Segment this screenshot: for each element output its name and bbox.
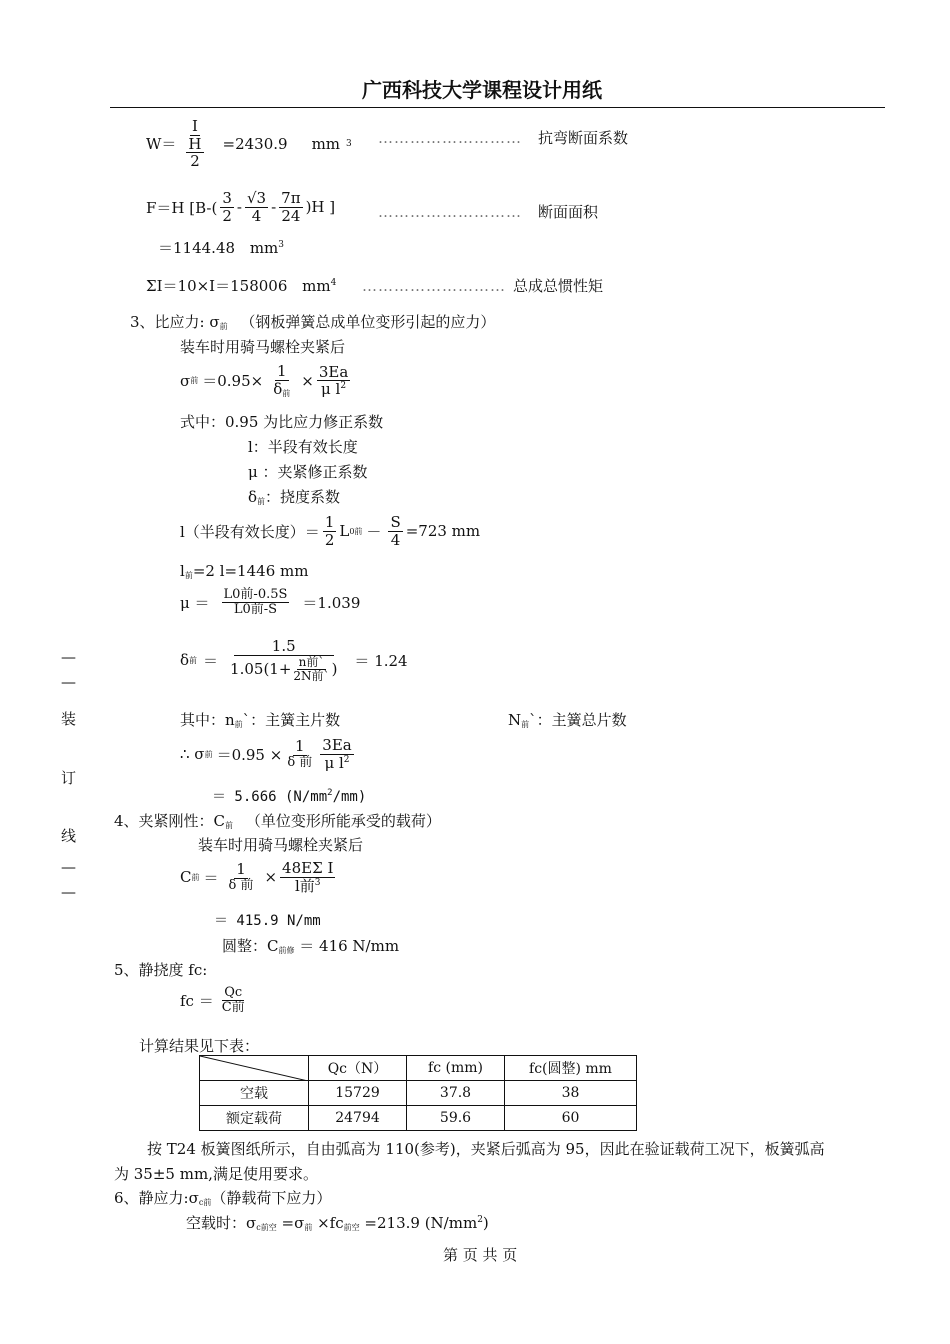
table-row-label: 额定载荷 [200, 1106, 309, 1131]
def-l: l：半段有效长度 [248, 438, 358, 456]
section4-condition: 装车时用骑马螺栓夹紧后 [198, 836, 364, 854]
f-description: 断面面积 [538, 203, 599, 221]
paragraph-line-2: 为 35±5 mm,满足使用要求。 [114, 1165, 318, 1183]
def-delta: $\delta_前$：挠度系数 [248, 488, 341, 506]
table-row-label: 空载 [200, 1081, 309, 1106]
page-footer: 第 页 共 页 [443, 1246, 518, 1264]
table-header: fc(圆整) mm [505, 1056, 637, 1081]
section6-heading: 6、静应力$:\sigma_{c前}$（静载荷下应力） [114, 1189, 332, 1207]
note-n: 其中：$n_前`$：主簧主片数 [180, 711, 341, 729]
w-description: 抗弯断面系数 [538, 129, 629, 147]
section3-condition: 装车时用骑马螺栓夹紧后 [180, 338, 346, 356]
table-cell: 38 [505, 1081, 637, 1106]
where-text: 式中：0.95 为比应力修正系数 [180, 413, 384, 431]
table-cell: 37.8 [407, 1081, 505, 1106]
binding-mark: 线 [61, 827, 77, 845]
section4-equation: C 前 ＝ $\frac{1}{\text{δ 前}}$ × $\frac{\text{48EΣ I}}{l前^3}$ [180, 859, 334, 895]
section5-equation: fc ＝ $\frac{Qc}{\text{C前}}$ [180, 985, 245, 1016]
section4-heading: 4、夹紧刚性：$C_前$ （单位变形所能承受的载荷） [114, 812, 441, 830]
formula-f: F＝H [B-( $\frac{3}{2}$ - $\frac{√3}{4}$ - $\frac{7\pi}{24}$ )H ] [146, 189, 336, 225]
section3-result-equation: ∴ σ 前 ＝0.95 × $\frac{1}{\text{δ 前}}$ $\frac{3Ea}{\mu l^2}$ [180, 736, 352, 772]
table-header: Qc（N） [309, 1056, 407, 1081]
table-header-row [200, 1056, 637, 1081]
section6-line: 空载时：$\sigma_{c前空} =\sigma_前 \times fc_{前空} =213.9$ $(N/mm^2)$ [186, 1214, 489, 1232]
formula-w: W＝ I H 2 =2430.9 mm 3 [146, 117, 352, 170]
l-equation: l（半段有效长度）＝ $\frac{1}{2}$ L 0前 － $\frac{S}{4}$ =723 mm [180, 513, 481, 549]
binding-mark: 订 [61, 769, 77, 787]
table-cell: 60 [505, 1106, 637, 1131]
table-header: fc (mm) [407, 1056, 505, 1081]
table-corner-cell [200, 1056, 309, 1081]
def-mu: μ ：夹紧修正系数 [248, 463, 368, 481]
table-cell: 24794 [309, 1106, 407, 1131]
binding-mark: — [61, 883, 76, 901]
table-row [200, 1081, 637, 1106]
note-N: $N_前`$：主簧总片数 [508, 711, 627, 729]
binding-mark: — [61, 648, 76, 666]
binding-mark: — [61, 858, 76, 876]
sum-description: 总成总惯性矩 [513, 277, 604, 295]
delta-equation: δ 前 ＝ 1.5 1.05(1+ $\frac{\text{n前`}}{\text{2N前`}}$ ) ＝ 1.24 [180, 637, 408, 683]
table-row [200, 1106, 637, 1131]
f-result: ＝1144.48 $mm^3$ [158, 239, 284, 257]
section3-equation: σ 前 ＝0.95× $\frac{1}{\delta_前}$ × $\frac{3Ea}{\mu l^2}$ [180, 362, 349, 399]
table-intro: 计算结果见下表： [139, 1037, 260, 1055]
table-cell: 15729 [309, 1081, 407, 1106]
section4-rounded: 圆整：$C_{前修} = 416$ N/mm [222, 937, 400, 955]
l-total: $l_前=2$ l=1446 mm [180, 562, 309, 580]
binding-mark: 装 [61, 710, 77, 728]
section4-result: ＝ 415.9 N/mm [214, 913, 321, 929]
table-cell: 59.6 [407, 1106, 505, 1131]
section3-result-value: ＝ 5.666 $(N/mm^2/mm)$ [212, 788, 367, 805]
binding-mark: — [61, 673, 76, 691]
page-title: 广西科技大学课程设计用纸 [362, 78, 602, 102]
leader-dots: ……………………… [378, 129, 522, 147]
formula-sum-i: ΣI＝10×I＝158006 $mm^4$ [146, 277, 337, 295]
header-rule [110, 107, 885, 108]
leader-dots: ……………………… [378, 203, 522, 221]
leader-dots: ……………………… [362, 277, 506, 295]
section5-heading: 5、静挠度 fc: [114, 961, 208, 979]
section3-heading: 3、比应力: $\sigma_前$ （钢板弹簧总成单位变形引起的应力） [130, 313, 496, 331]
mu-equation: μ ＝ $\frac{\text{L0前-0.5S}}{\text{L0前-S}}$ ＝1.039 [180, 587, 361, 618]
paragraph-line-1: 按 T24 板簧图纸所示，自由弧高为 110(参考)，夹紧后弧高为 95，因此在验证载荷工况下，板簧弧高 [147, 1140, 825, 1158]
results-table [199, 1055, 637, 1131]
